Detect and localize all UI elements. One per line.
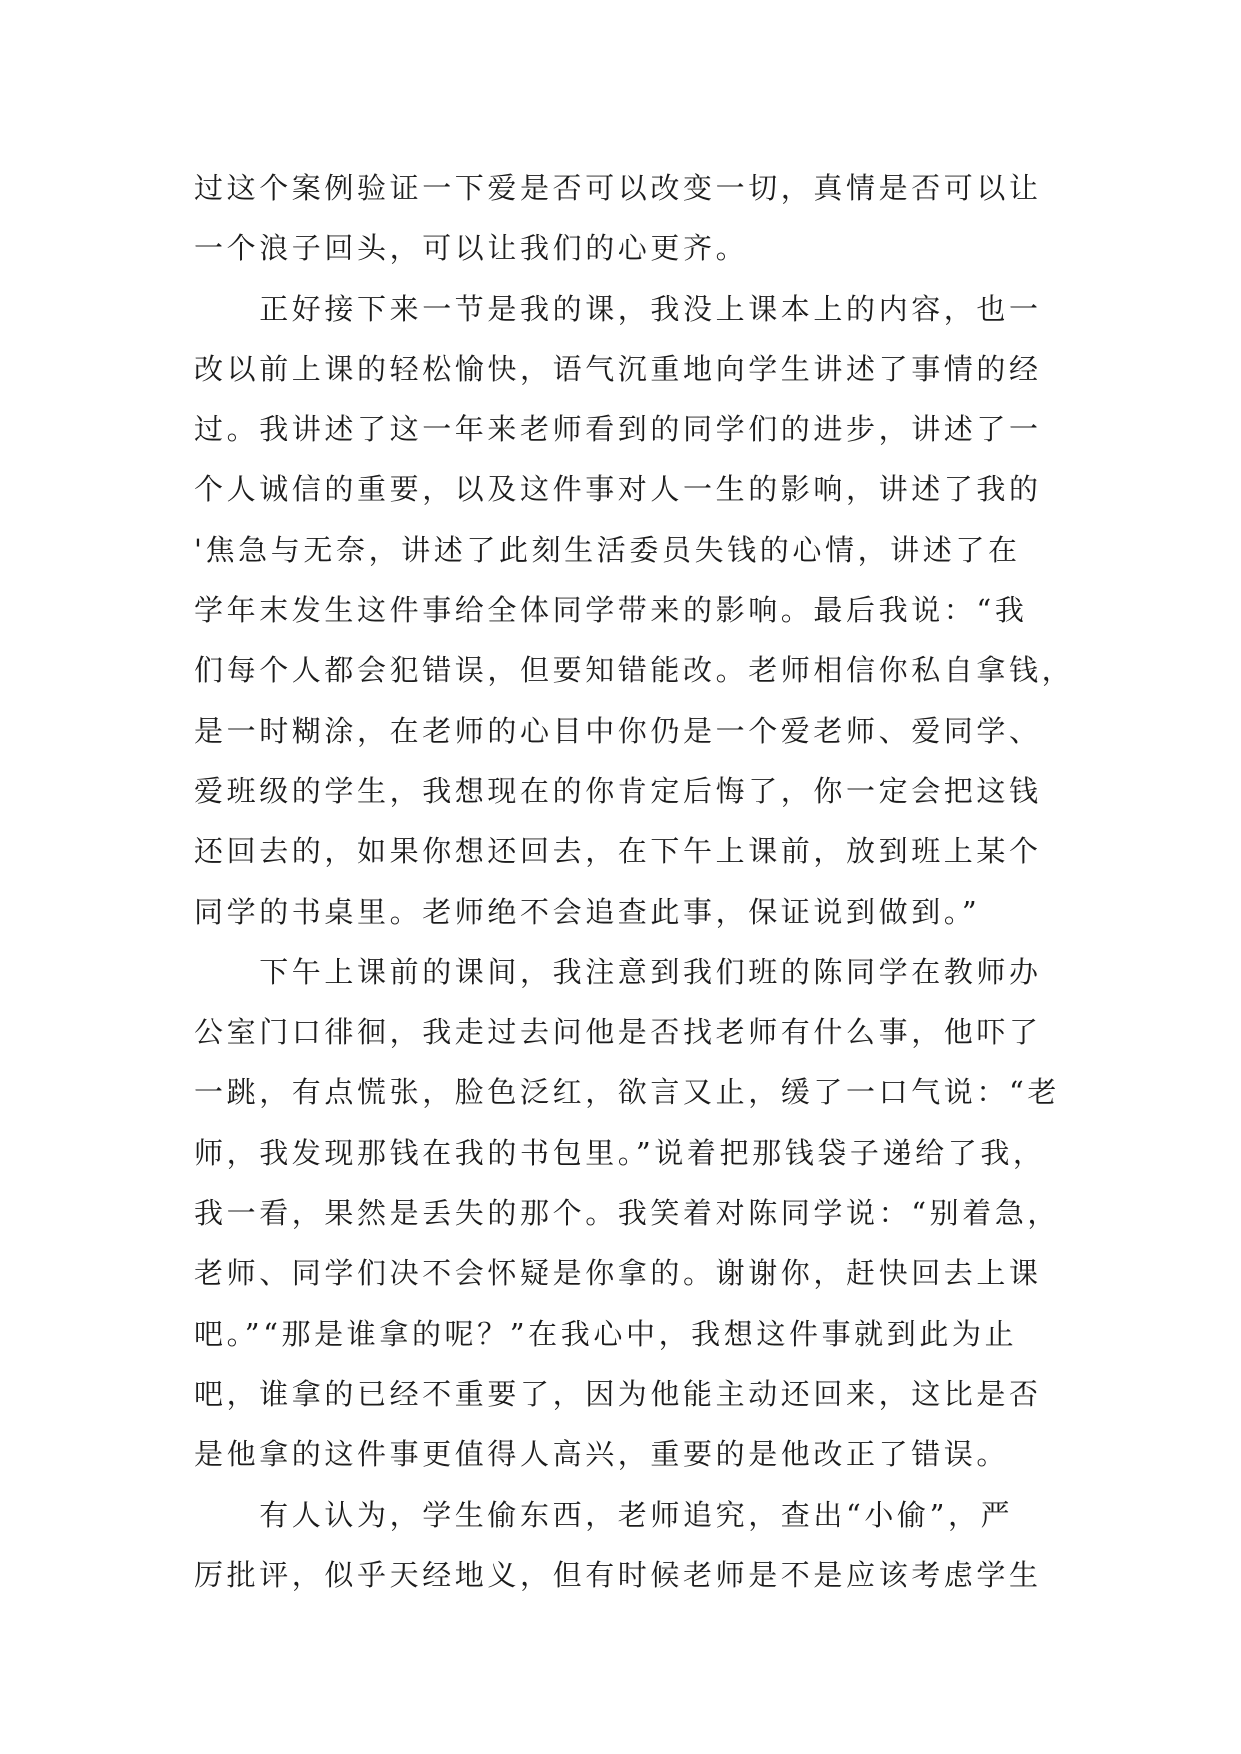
text-line-1: 过这个案例验证一下爱是否可以改变一切，真情是否可以让 (194, 171, 1042, 205)
text-line-12: 还回去的，如果你想还回去，在下午上课前，放到班上某个 (194, 834, 1042, 869)
text-line-10: 是一时糊涂，在老师的心目中你仍是一个爱老师、爱同学、 (194, 713, 1042, 748)
text-line-13: 同学的书桌里。老师绝不会追查此事，保证说到做到。” (194, 894, 981, 929)
text-line-22: 是他拿的这件事更值得人高兴，重要的是他改正了错误。 (194, 1437, 1010, 1472)
text-line-6: 个人诚信的重要，以及这件事对人一生的影响，讲述了我的 (194, 472, 1042, 507)
text-line-3: 正好接下来一节是我的课，我没上课本上的内容，也一 (194, 291, 1042, 326)
text-line-18: 我一看，果然是丢失的那个。我笑着对陈同学说：“别着急， (194, 1196, 1061, 1231)
text-line-21: 吧，谁拿的已经不重要了，因为他能主动还回来，这比是否 (194, 1376, 1042, 1411)
text-line-9: 们每个人都会犯错误，但要知错能改。老师相信你私自拿钱， (194, 653, 1075, 688)
text-line-5: 过。我讲述了这一年来老师看到的同学们的进步，讲述了一 (194, 412, 1042, 447)
text-line-20: 吧。”“那是谁拿的呢？”在我心中，我想这件事就到此为止 (194, 1316, 1018, 1351)
text-line-7: '焦急与无奈，讲述了此刻生活委员失钱的心情，讲述了在 (194, 532, 1021, 567)
text-line-19: 老师、同学们决不会怀疑是你拿的。谢谢你，赶快回去上课 (194, 1256, 1042, 1291)
text-line-4: 改以前上课的轻松愉快，语气沉重地向学生讲述了事情的经 (194, 351, 1042, 386)
text-line-17: 师，我发现那钱在我的书包里。”说着把那钱袋子递给了我， (194, 1135, 1046, 1170)
text-line-11: 爱班级的学生，我想现在的你肯定后悔了，你一定会把这钱 (194, 773, 1042, 808)
text-line-2: 一个浪子回头，可以让我们的心更齐。 (194, 231, 749, 266)
document-body (194, 158, 1075, 1605)
text-line-16: 一跳，有点慌张，脸色泛红，欲言又止，缓了一口气说：“老 (194, 1075, 1061, 1110)
text-line-24: 厉批评，似乎天经地义，但有时候老师是不是应该考虑学生 (194, 1557, 1042, 1592)
text-line-14: 下午上课前的课间，我注意到我们班的陈同学在教师办 (194, 954, 1042, 989)
text-line-23: 有人认为，学生偷东西，老师追究，查出“小偷”，严 (194, 1497, 1014, 1532)
text-line-15: 公室门口徘徊，我走过去问他是否找老师有什么事，他吓了 (194, 1015, 1042, 1050)
text-line-8: 学年末发生这件事给全体同学带来的影响。最后我说：“我 (194, 593, 1028, 628)
